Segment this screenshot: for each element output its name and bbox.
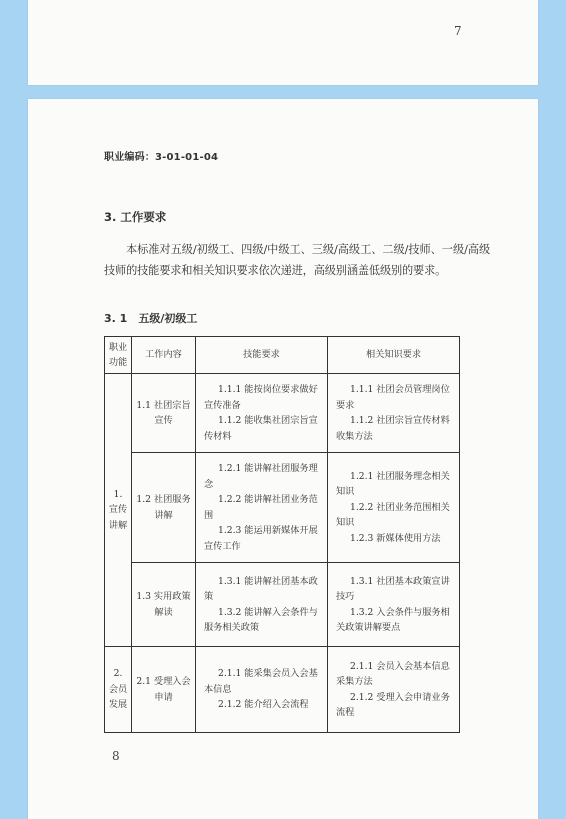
requirements-table (104, 336, 460, 733)
skill-item: 1.3.2 能讲解入会条件与服务相关政策 (204, 606, 318, 633)
intro-paragraph: 本标准对五级/初级工、四级/中级工、三级/高级工、二级/技师、一级/高级技师的技能要求和相关知识要求依次递进，高级别涵盖低级别的要求。 (104, 243, 490, 277)
skill-item: 2.1.2 能介绍入会流程 (218, 699, 309, 711)
function-cell: 1. 宣传讲解 (105, 374, 132, 647)
skill-item: 2.1.1 能采集会员入会基本信息 (204, 668, 318, 695)
work-content-cell: 2.1 受理入会申请 (132, 647, 196, 733)
knowledge-cell (328, 453, 460, 563)
header-knowledge: 相关知识要求 (328, 337, 460, 374)
skill-item: 1.2.3 能运用新媒体开展宣传工作 (204, 525, 318, 552)
knowledge-item: 2.1.1 会员入会基本信息采集方法 (336, 660, 450, 687)
work-content-cell: 1.3 实用政策解读 (132, 563, 196, 647)
skill-item: 1.1.2 能收集社团宗旨宣传材料 (204, 415, 318, 442)
section-title: 3. 工作要求 (104, 210, 167, 224)
header-skills: 技能要求 (196, 337, 328, 374)
knowledge-item: 1.1.2 社团宗旨宣传材料收集方法 (336, 415, 450, 442)
header-function: 职业功能 (105, 337, 132, 374)
header-work: 工作内容 (132, 337, 196, 374)
page-number: 7 (454, 24, 462, 38)
skill-cell (196, 563, 328, 647)
skill-cell (196, 647, 328, 733)
knowledge-cell (328, 563, 460, 647)
knowledge-cell (328, 647, 460, 733)
skill-cell (196, 374, 328, 453)
function-cell: 2. 会员发展 (105, 647, 132, 733)
previous-page (28, 0, 538, 85)
table-row (105, 453, 460, 563)
knowledge-cell (328, 374, 460, 453)
knowledge-item: 1.3.1 社团基本政策宣讲技巧 (336, 575, 450, 602)
table-row (105, 563, 460, 647)
skill-item: 1.1.1 能按岗位要求做好宣传准备 (204, 384, 318, 411)
work-content-cell: 1.1 社团宗旨宣传 (132, 374, 196, 453)
page-number: 8 (112, 749, 120, 763)
skill-item: 1.2.2 能讲解社团业务范围 (204, 494, 318, 521)
table-header-row (105, 337, 460, 374)
table-row (105, 374, 460, 453)
skill-cell (196, 453, 328, 563)
work-content-cell: 1.2 社团服务讲解 (132, 453, 196, 563)
knowledge-item: 1.2.3 新媒体使用方法 (350, 532, 441, 544)
knowledge-item: 1.2.1 社团服务理念相关知识 (336, 470, 450, 498)
skill-item: 1.3.1 能讲解社团基本政策 (204, 575, 318, 602)
table-row (105, 647, 460, 733)
knowledge-item: 1.3.2 入会条件与服务相关政策讲解要点 (336, 606, 450, 633)
skill-item: 1.2.1 能讲解社团服务理念 (204, 463, 318, 490)
knowledge-item: 2.1.2 受理入会申请业务流程 (336, 691, 450, 718)
subsection-title: 3. 1 五级/初级工 (104, 312, 198, 325)
current-page (28, 99, 538, 819)
knowledge-item: 1.2.2 社团业务范围相关知识 (336, 501, 450, 529)
knowledge-item: 1.1.1 社团会员管理岗位要求 (336, 384, 450, 411)
occupation-code: 职业编码：3-01-01-04 (104, 152, 219, 163)
